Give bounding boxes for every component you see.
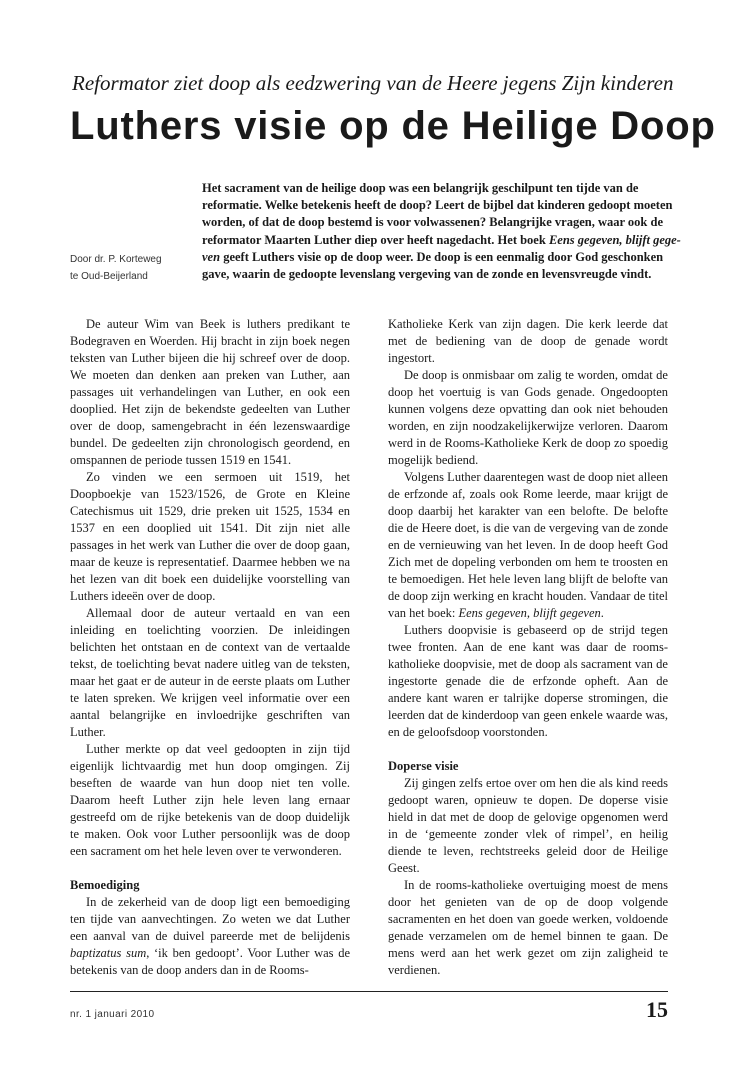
paragraph-text: , ‘ik ben gedoopt’. Voor Luther was de betekenis van de doop anders dan in de Rooms-: [70, 946, 350, 977]
latin-phrase: baptizatus sum: [70, 946, 147, 960]
paragraph: Allemaal door de auteur vertaald en van een inleiding en toelichting voorzien. De inleidingen belichten het ontstaan en de context van de vertaalde tekst, de toelichting bevat nadere uitleg van de teksten, maar het gaat er de auteur in de eerste plaats om Luther te laten spreken. We krijgen veel informatie over een aantal belangrijke en invloedrijke geschriften van Luther.: [70, 606, 350, 739]
byline-author: Door dr. P. Korteweg: [70, 254, 162, 265]
byline: [70, 251, 190, 285]
book-title-italic: Eens gegeven, blijft gegeven: [458, 606, 601, 620]
paragraph: De doop is onmisbaar om zalig te worden, omdat de doop het voertuig is van Gods genade. Ongedoopten kunnen volgens deze opvatting dan ook niet behouden worden, en zijn noodzakelijkerwijze verloren. Daarom werd in de Rooms-Katholieke Kerk de doop zo spoedig mogelijk bediend.: [388, 368, 668, 467]
article-subtitle: Reformator ziet doop als eedzwering van de Heere jegens Zijn kinderen: [72, 71, 674, 95]
lead-paragraph: [202, 180, 681, 283]
paragraph: De auteur Wim van Beek is luthers predikant te Bodegraven en Woerden. Hij bracht in zijn boek negen teksten van Luther bijeen die hij schreef over de doop. We moeten dan denken aan preken van Luther, aan passages uit verhandelingen van Luther, en ook een dooplied. Het zijn de bekendste gedeelten van Luther over de doop, samengebracht in één lezenswaardige bundel. De gedeelten zijn chronologisch geordend, en omspannen de periode tussen 1519 en 1541.: [70, 317, 350, 467]
paragraph: [70, 894, 350, 979]
lead-line: Het sacrament van de heilige doop was een belangrijk geschilpunt ten tijde van de: [202, 181, 639, 195]
footer-divider: [70, 991, 668, 992]
right-column: [388, 316, 668, 979]
lead-text: geeft Luthers visie op de doop weer. De doop is een eenmalig door God geschonken: [220, 249, 664, 264]
spacer: [70, 860, 350, 877]
paragraph: In de rooms-katholieke overtuiging moest de mens door het genieten van de op de doop volgende sacramenten en het doen van goede werken, voldoende genade verzamelen om de hemel binnen te gaan. De mens werd aan het werk gezet om zijn zaligheid te verdienen.: [388, 878, 668, 977]
spacer: [388, 741, 668, 758]
byline-location: te Oud-Beijerland: [70, 271, 148, 282]
paragraph-text: In de zekerheid van de doop ligt een bemoediging ten tijde van aanvechtingen. Zo weten we dat Luther een aanval van de duivel pareerde met de belijdenis: [70, 895, 350, 943]
page-number: 15: [646, 997, 668, 1022]
left-column: [70, 316, 350, 979]
paragraph: [388, 469, 668, 622]
paragraph: Zij gingen zelfs ertoe over om hen die als kind reeds gedoopt waren, opnieuw te dopen. De doperse visie hield in dat met de doop de gelovige opgenomen werd in de ‘gemeente zonder vlek of rimpel’, en heilig diende te leven, rechtstreeks geleid door de Heilige Geest.: [388, 776, 668, 875]
section-heading-doperse-visie: Doperse visie: [388, 759, 459, 773]
paragraph-text: .: [600, 606, 604, 620]
paragraph: Luthers doopvisie is gebaseerd op de strijd tegen twee fronten. Aan de ene kant was daar de rooms-katholieke doopvisie, met de doop als sacrament van de ingestorte genade die de erfzonde opheft. Aan de andere kant waren er talrijke doperse stromingen, die leerden dat de kinderdoop van geen enkele waarde was, en de geloofsdoop voorstonden.: [388, 623, 668, 739]
lead-line: worden, of dat de doop bestemd is voor volwassenen? Belangrijke vragen, waar ook de: [202, 215, 664, 230]
lead-line: reformatie. Welke betekenis heeft de doop? Leert de bijbel dat kinderen gedoopt moeten: [202, 198, 673, 213]
lead-line: gave, waarin de gedoopte levenslang vergeving van de zonde en levensvreugde vindt.: [202, 267, 652, 282]
paragraph: Luther merkte op dat veel gedoopten in zijn tijd eigenlijk lichtvaardig met hun doop omgingen. Zij beseften de waarde van hun doop niet ten volle. Daarom heeft Luther zijn hele leven lang ernaar gestreefd om de rijke betekenis van de doop duidelijk te maken. Ook voor Luther persoonlijk was de doop een sacrament om het hele leven over te verwonderen.: [70, 742, 350, 858]
issue-label: nr. 1 januari 2010: [70, 1009, 155, 1020]
lead-line: [202, 232, 681, 249]
book-title-italic: Eens gegeven, blijft gege-: [548, 232, 681, 247]
paragraph: Zo vinden we een sermoen uit 1519, het Doopboekje van 1523/1526, de Grote en Kleine Catechismus uit 1529, drie preken uit 1525, 1534 en 1537 en een dooplied uit 1541. Dit zijn niet alle passages in het werk van Luther die over de doop gaan, maar de keuze is representatief. Daarmee hebben we na het lezen van dit boek een duidelijke voorstelling van Luthers ideeën over de doop.: [70, 470, 350, 603]
lead-line: [202, 249, 668, 266]
article-title: Luthers visie op de Heilige Doop: [70, 104, 716, 148]
paragraph-text: Volgens Luther daarentegen wast de doop niet alleen de erfzonde af, zoals ook Rome leerde, maar krijgt de doop daarbij het karakter van een belofte. De belofte die de Heere doet, is die van de vergeving van de zonde en de vernieuwing van het leven. In de doop heeft God Zich met de dopeling verbonden om hem te troosten en te bemoedigen. Het hele leven lang blijft de belofte van de doop zijn werking en kracht houden. Vandaar de titel van het boek:: [388, 470, 668, 620]
book-title-italic: ven: [202, 249, 221, 264]
lead-text: reformator Maarten Luther diep over heeft nagedacht. Het boek: [202, 232, 549, 247]
paragraph: Katholieke Kerk van zijn dagen. Die kerk leerde dat met de bediening van de doop de genade wordt ingestort.: [388, 317, 668, 365]
section-heading-bemoediging: Bemoediging: [70, 878, 140, 892]
